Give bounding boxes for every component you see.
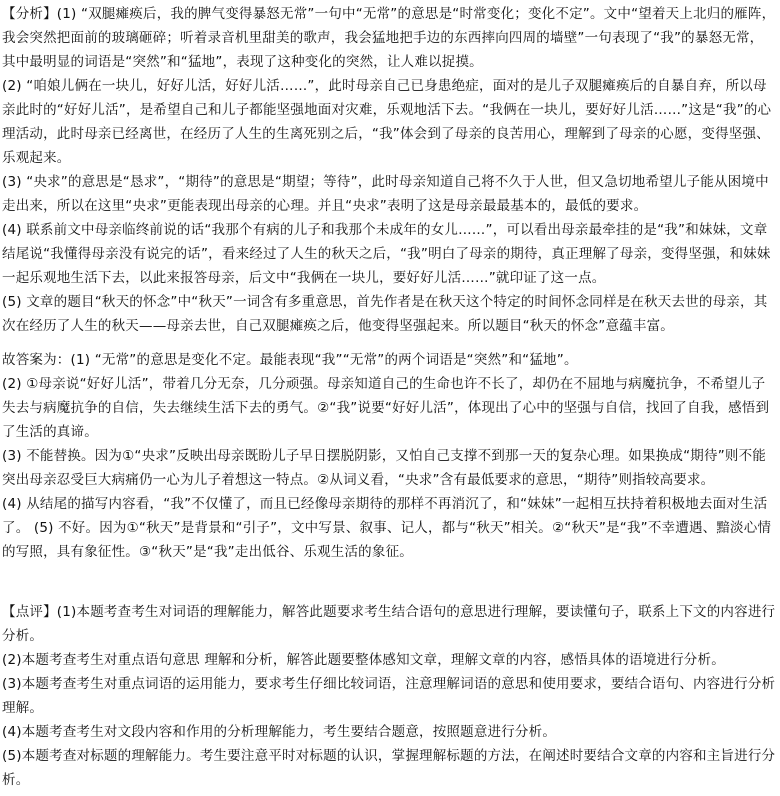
answer-section (2, 348, 776, 564)
analysis-section (2, 2, 776, 338)
answer-paragraph-2: (2) ①母亲说“好好儿活”，带着几分无奈，几分顽强。母亲知道自己的生命也许不长了，却仍在不屈地与病魔抗争，不希望儿子失去与病魔抗争的自信，失去继续生活下去的勇气。②“我”说要“好好儿活”，体现出了心中的坚强与自信，找回了自我，感悟到了生活的真谛。 (2, 376, 770, 440)
comment-paragraph-1: 【点评】(1)本题考查考生对词语的理解能力，解答此题要求考生结合语句的意思进行理解，要读懂句子，联系上下文的内容进行分析。 (2, 604, 776, 644)
comment-section (2, 600, 776, 792)
answer-paragraph-1: 故答案为：(1) “无常”的意思是变化不定。最能表现“我”“无常”的两个词语是“突然”和“猛地”。 (2, 352, 578, 368)
analysis-paragraph-1: 【分析】(1) “双腿瘫痪后，我的脾气变得暴怒无常”一句中“无常”的意思是“时常变化；变化不定”。文中“望着天上北归的雁阵，我会突然把面前的玻璃砸碎；听着录音机里甜美的歌声，我会猛地把手边的东西摔向四周的墙壁”一句表现了“我”的暴怒无常，其中最明显的词语是“突然”和“猛地”，表现了这种变化的突然，让人难以捉摸。 (2, 6, 776, 70)
comment-paragraph-4: (4)本题考查考生对文段内容和作用的分析理解能力，考生要结合题意，按照题意进行分析。 (2, 724, 557, 740)
analysis-paragraph-2: (2) “咱娘儿俩在一块儿，好好儿活，好好儿活……”，此时母亲自己已身患绝症，面对的是儿子双腿瘫痪后的自暴自弃，所以母亲此时的“好好儿活”，是希望自己和儿子都能坚强地面对灾难，乐观地活下去。“我俩在一块儿，要好好儿活……”这是“我”的心理活动，此时母亲已经离世，在经历了人生的生离死别之后，“我”体会到了母亲的良苦用心，理解到了母亲的心愿，变得坚强、乐观起来。 (2, 78, 772, 166)
answer-paragraph-3: (3) 不能替换。因为①“央求”反映出母亲既盼儿子早日摆脱阴影，又怕自己支撑不到那一天的复杂心理。如果换成“期待”则不能突出母亲忍受巨大病痛仍一心为儿子着想这一特点。②从词义看，“央求”含有最低要求的意思，“期待”则指较高要求。 (2, 448, 766, 488)
comment-paragraph-2: (2)本题考查考生对重点语句意思 理解和分析，解答此题要整体感知文章，理解文章的内容，感悟具体的语境进行分析。 (2, 652, 725, 668)
analysis-paragraph-3: (3) “央求”的意思是“恳求”，“期待”的意思是“期望；等待”，此时母亲知道自己将不久于人世，但又急切地希望儿子能从困境中走出来，所以在这里“央求”更能表现出母亲的心理。并且“央求”表明了这是母亲最最基本的，最低的要求。 (2, 174, 769, 214)
analysis-paragraph-5: (5) 文章的题目“秋天的怀念”中“秋天”一词含有多重意思，首先作者是在秋天这个特定的时间怀念同样是在秋天去世的母亲，其次在经历了人生的秋天——母亲去世，自己双腿瘫痪之后，他变得坚强起来。所以题目“秋天的怀念”意蕴丰富。 (2, 294, 768, 334)
comment-paragraph-3: (3)本题考查考生对重点词语的运用能力，要求考生仔细比较词语，注意理解词语的意思和使用要求，要结合语句、内容进行分析理解。 (2, 676, 776, 716)
comment-paragraph-5: (5)本题考查对标题的理解能力。考生要注意平时对标题的认识，掌握理解标题的方法，在阐述时要结合文章的内容和主旨进行分析。 (2, 748, 776, 788)
answer-paragraph-4: (4) 从结尾的描写内容看，“我”不仅懂了，而且已经像母亲期待的那样不再消沉了，和“妹妹”一起相互扶持着积极地去面对生活了。 (5) 不好。因为①“秋天”是背景和“引子”，文中写景、叙事、记人，都与“秋天”相关。②“秋天”是“我”不幸遭遇、黯淡心情的写照，具有象征性。③“秋天”是“我”走出低谷、乐观生活的象征。 (2, 496, 772, 560)
analysis-paragraph-4: (4) 联系前文中母亲临终前说的话“我那个有病的儿子和我那个未成年的女儿……”，可以看出母亲最牵挂的是“我”和妹妹，文章结尾说“我懂得母亲没有说完的话”，看来经过了人生的秋天之后，“我”明白了母亲的期待，真正理解了母亲，变得坚强，和妹妹一起乐观地生活下去，以此来报答母亲，后文中“我俩在一块儿，要好好儿活……”就印证了这一点。 (2, 222, 771, 286)
